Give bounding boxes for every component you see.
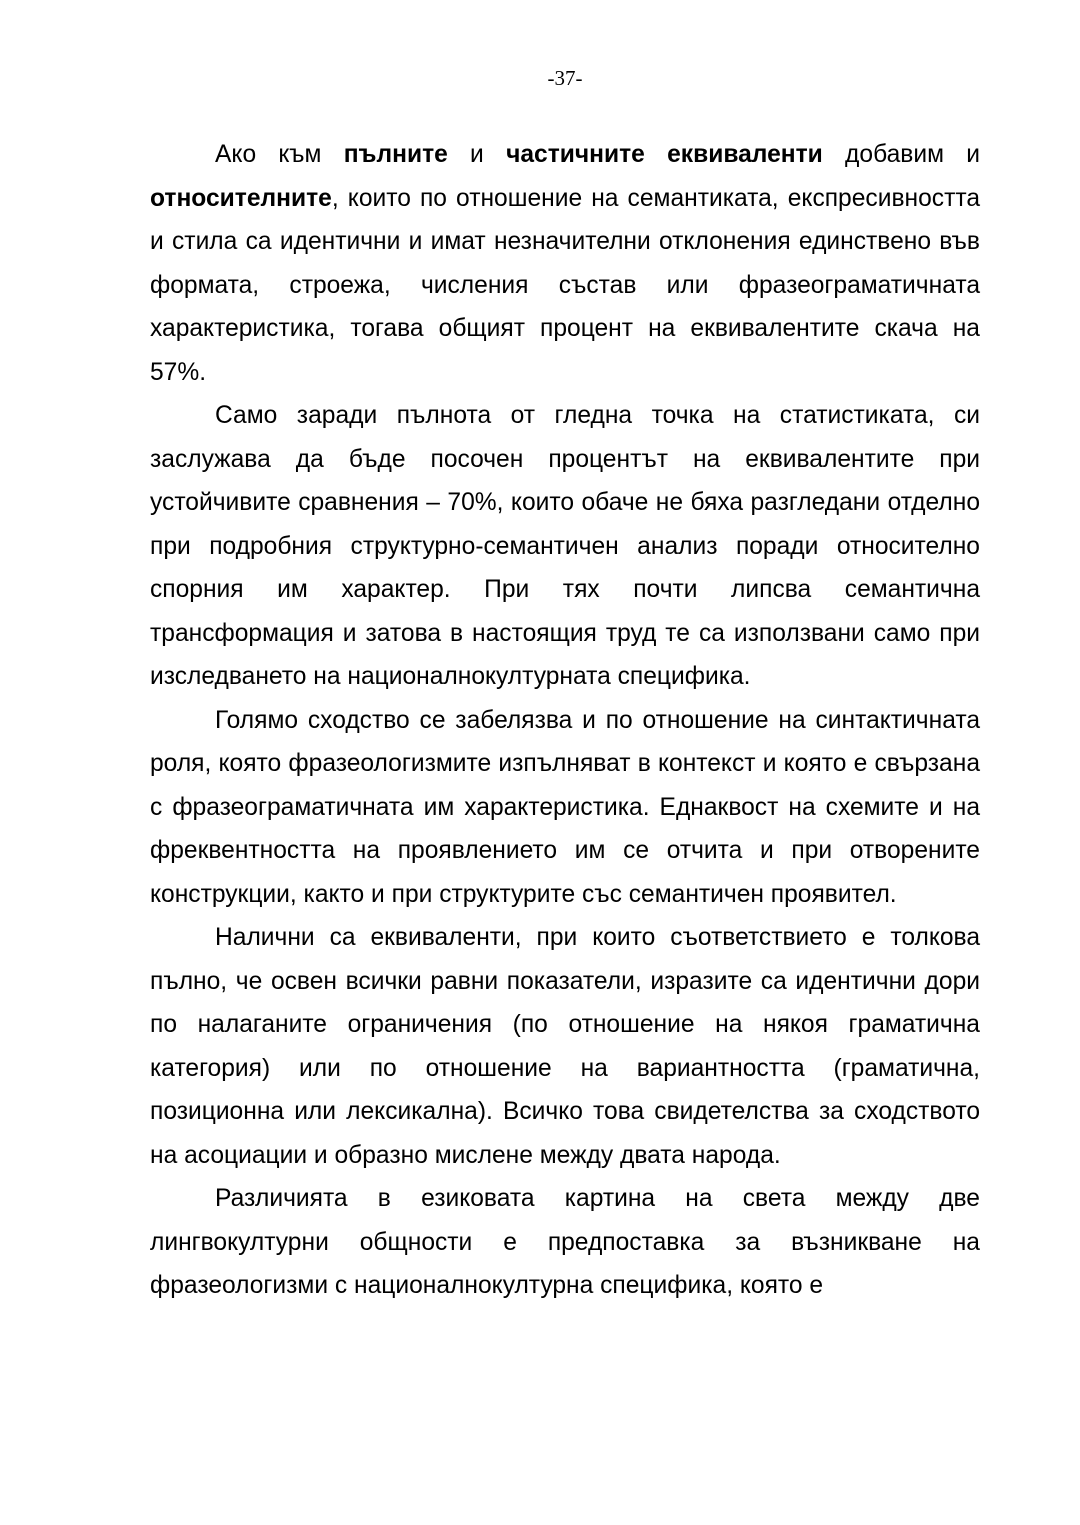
term-partial-equivalents: частичните еквиваленти [506,141,823,168]
body-text [150,133,980,1308]
page-number: -37- [547,66,583,90]
term-full-equivalents: пълните [343,141,448,168]
paragraph-1-connector-2: добавим и [822,141,980,168]
paragraph-1 [150,133,980,394]
paragraph-2: Само заради пълнота от гледна точка на статистиката, си заслужава да бъде посочен процентът на еквивалентите при устойчивите сравнения – 70%, които обаче не бяха разгледани отделно при подробния структурно-семантичен анализ поради относително спорния им характер. При тях почти липсва семантична трансформация и затова в настоящия труд те са използвани само при изследването на националнокултурната специфика. [150,402,980,690]
paragraph-5: Различията в езиковата картина на света между две лингвокултурни общности е предпоставка за възникване на фразеологизми с националнокултурна специфика, която е [150,1185,980,1299]
paragraph-4: Налични са еквиваленти, при които съответствието е толкова пълно, че освен всички равни показатели, изразите са идентични дори по налаганите ограничения (по отношение на някоя граматична категория) или по отношение на вариантността (граматична, позиционна или лексикална). Всичко това свидетелства за сходството на асоциации и образно мислене между двата народа. [150,924,980,1169]
paragraph-1-connector: и [447,141,507,168]
paragraph-1-lead: Ако към [215,141,344,168]
paragraph-1-tail: , които по отношение на семантиката, експресивността и стила са идентични и имат незначителни отклонения единствено във формата, строежа, числения състав или фразеограматичната характеристика, тогава общият процент на еквивалентите скача на 57%. [150,184,980,386]
paragraph-3: Голямо сходство се забелязва и по отношение на синтактичната роля, която фразеологизмите изпълняват в контекст и която е свързана с фразеограматичната им характеристика. Еднаквост на схемите и на фреквентността на проявлението им се отчита и при отворените конструкции, както и при структурите със семантичен проявител. [150,706,980,908]
term-relative-equivalents: относителните [150,184,332,212]
